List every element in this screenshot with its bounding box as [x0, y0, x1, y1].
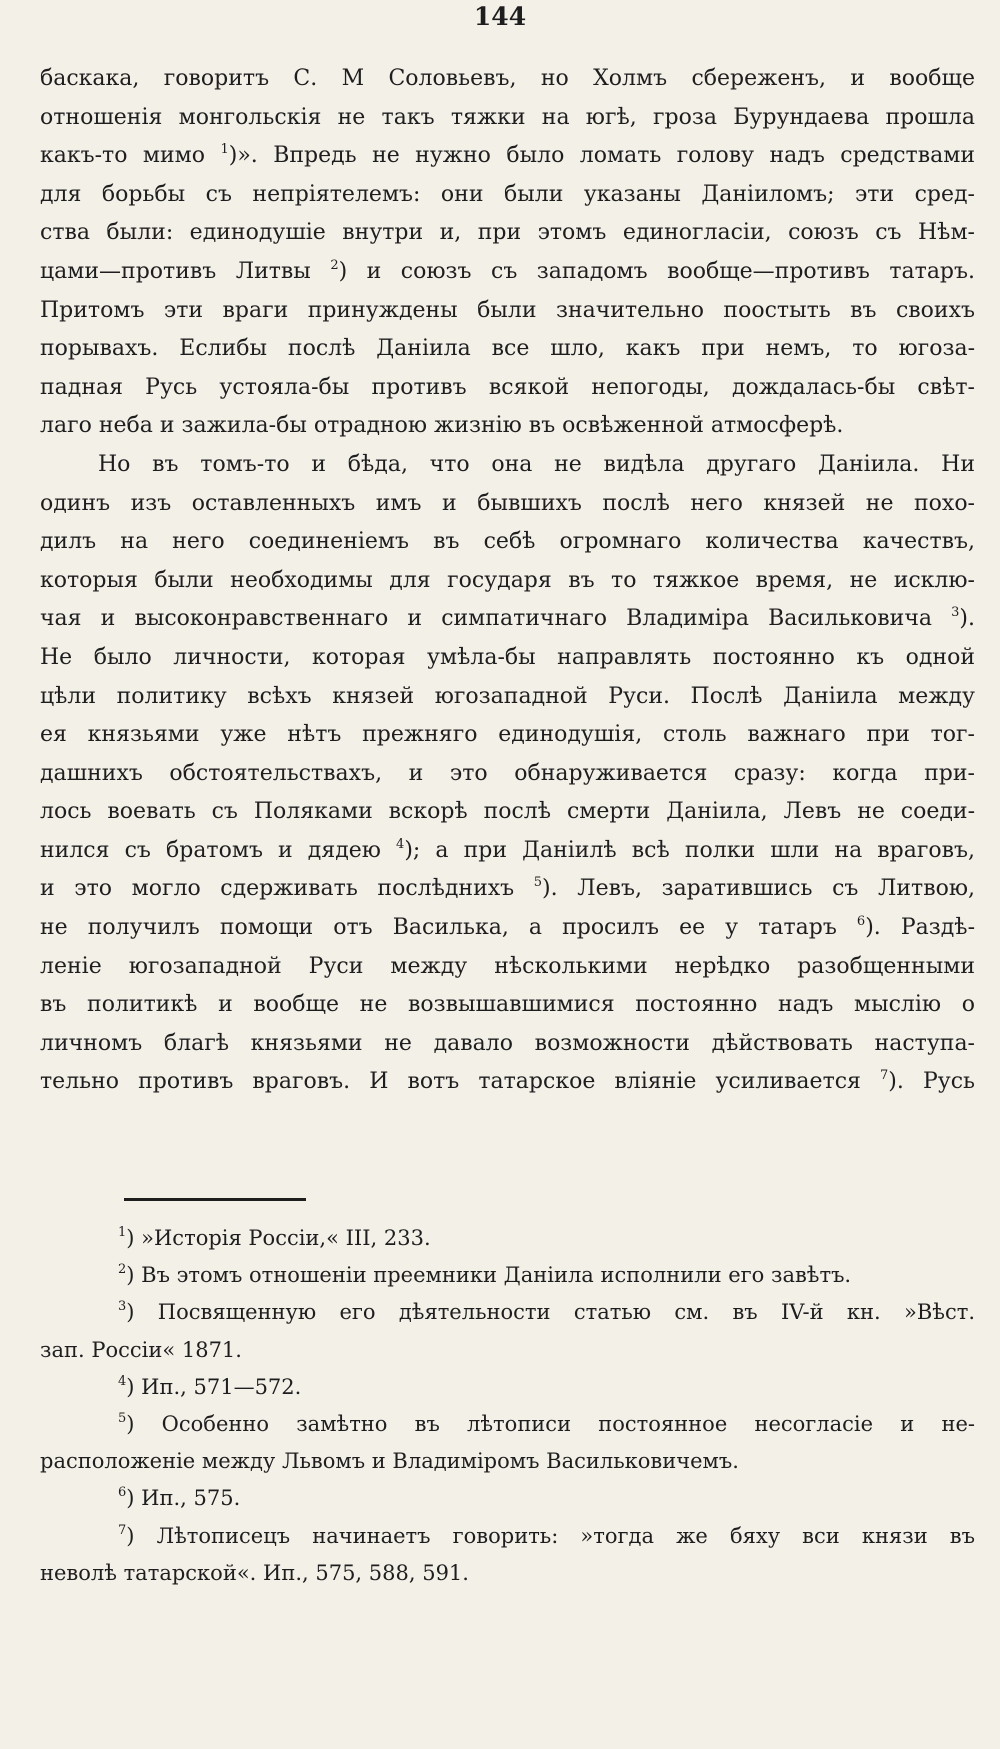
text-line: Притомъ эти враги принуждены были значительно поостыть въ своихъ	[40, 297, 975, 323]
footnote-2	[40, 1257, 975, 1294]
footnote-line: зап. Россіи« 1871.	[40, 1337, 242, 1362]
text-line: одинъ изъ оставленныхъ имъ и бывшихъ послѣ него князей не похо-	[40, 490, 975, 516]
footnote-ref: 4	[396, 836, 405, 852]
footnote-line: $^6$) Ип., 575.	[118, 1485, 241, 1511]
footnote-6	[40, 1480, 975, 1517]
text-line: для борьбы съ непріятелемъ: они были указаны Даніиломъ; эти сред-	[40, 181, 975, 207]
text-line: ства были: единодушіе внутри и, при этомъ единогласіи, союзъ съ Нѣм-	[40, 220, 975, 246]
text-line: баскака, говоритъ С. М Соловьевъ, но Холмъ сбереженъ, и вообще	[40, 66, 975, 91]
footnote-ref: 7	[880, 1068, 889, 1084]
text-line: порывахъ. Еслибы послѣ Даніила все шло, какъ при немъ, то югоза-	[40, 336, 975, 362]
text-line: чая и высоконравственнаго и симпатичнаго Владиміра Васильковича $^3$).	[40, 605, 975, 632]
footnote-line: расположеніе между Львомъ и Владиміромъ Васильковичемъ.	[40, 1449, 739, 1474]
footnote-4	[40, 1369, 975, 1406]
text-line: Не было личности, которая умѣла-бы направлять постоянно къ одной	[40, 644, 975, 670]
text-line: которыя были необходимы для государя въ то тяжкое время, не исклю-	[40, 567, 975, 593]
text-line: леніе югозападной Руси между нѣсколькими нерѣдко разобщенными	[40, 953, 975, 979]
footnote-line: неволѣ татарской«. Ип., 575, 588, 591.	[40, 1560, 469, 1585]
footnote-ref: 3	[951, 605, 960, 621]
footnote-ref: 6	[856, 914, 866, 930]
text-line: дашнихъ обстоятельствахъ, и это обнаруживается сразу: когда при-	[40, 760, 975, 786]
text-line: ея князьями уже нѣтъ прежняго единодушія, столь важнаго при тог-	[40, 722, 975, 748]
text-line: и это могло сдерживать послѣднихъ $^5$). Левъ, заратившись съ Литвою,	[40, 875, 975, 902]
footnote-3	[40, 1294, 975, 1368]
footnote-line: $^2$) Въ этомъ отношеніи преемники Даніила исполнили его завѣтъ.	[118, 1262, 852, 1288]
text-line: нился съ братомъ и дядею $^4$); а при Даніилѣ всѣ полки шли на враговъ,	[40, 836, 975, 863]
text-line: не получилъ помощи отъ Василька, а просилъ ее у татаръ $^6$). Раздѣ-	[40, 914, 976, 941]
footnote-1	[40, 1220, 975, 1257]
footnote-ref: 2	[330, 257, 339, 273]
paragraph-1	[40, 60, 975, 446]
footnote-line: $^5$) Особенно замѣтно въ лѣтописи постоянное несогласіе и не-	[118, 1410, 975, 1436]
footnote-ref: 5	[533, 875, 543, 891]
text-line: лось воевать съ Поляками вскорѣ послѣ смерти Даніила, Левъ не соеди-	[40, 799, 975, 825]
text-line: цами—противъ Литвы $^2$) и союзъ съ западомъ вообще—противъ татаръ.	[40, 257, 976, 284]
footnote-line: $^1$) »Исторія Россіи,« III, 233.	[118, 1225, 431, 1250]
footnote-line: $^3$) Посвященную его дѣятельности статью см. въ IV-й кн. »Вѣст.	[118, 1299, 975, 1325]
paragraph-2	[40, 446, 975, 1102]
text-line: цѣли политику всѣхъ князей югозападной Руси. Послѣ Даніила между	[40, 683, 975, 709]
footnote-separator	[124, 1198, 306, 1201]
text-line: лаго неба и зажила-бы отрадною жизнію въ освѣженной атмосферѣ.	[40, 413, 844, 439]
text-line: падная Русь устояла-бы противъ всякой непогоды, дождалась-бы свѣт-	[40, 374, 975, 400]
page-number: 144	[473, 2, 527, 31]
text-line: тельно противъ враговъ. И вотъ татарское вліяніе усиливается $^7$). Русь	[40, 1068, 975, 1095]
footnote-7	[40, 1518, 975, 1592]
footnote-line: $^4$) Ип., 571—572.	[118, 1373, 302, 1399]
footnotes	[40, 1220, 975, 1592]
footnote-5	[40, 1406, 975, 1480]
text-line: отношенія монгольскія не такъ тяжки на югѣ, гроза Бурундаева прошла	[40, 104, 975, 130]
footnote-line: $^7$) Лѣтописецъ начинаетъ говорить: »тогда же бяху вси князи въ	[118, 1522, 975, 1548]
footnote-ref: 1	[220, 142, 229, 158]
text-line: въ политикѣ и вообще не возвышавшимися постоянно надъ мыслію о	[40, 992, 975, 1018]
text-line: Но въ томъ-то и бѣда, что она не видѣла другаго Даніила. Ни	[98, 451, 975, 477]
text-line: какъ-то мимо $^1$)». Впредь не нужно было ломать голову надъ средствами	[40, 142, 975, 169]
body-text	[40, 60, 975, 1102]
text-line: личномъ благѣ князьями не давало возможности дѣйствовать наступа-	[40, 1030, 975, 1056]
text-line: дилъ на него соединеніемъ въ себѣ огромнаго количества качествъ,	[40, 529, 975, 555]
